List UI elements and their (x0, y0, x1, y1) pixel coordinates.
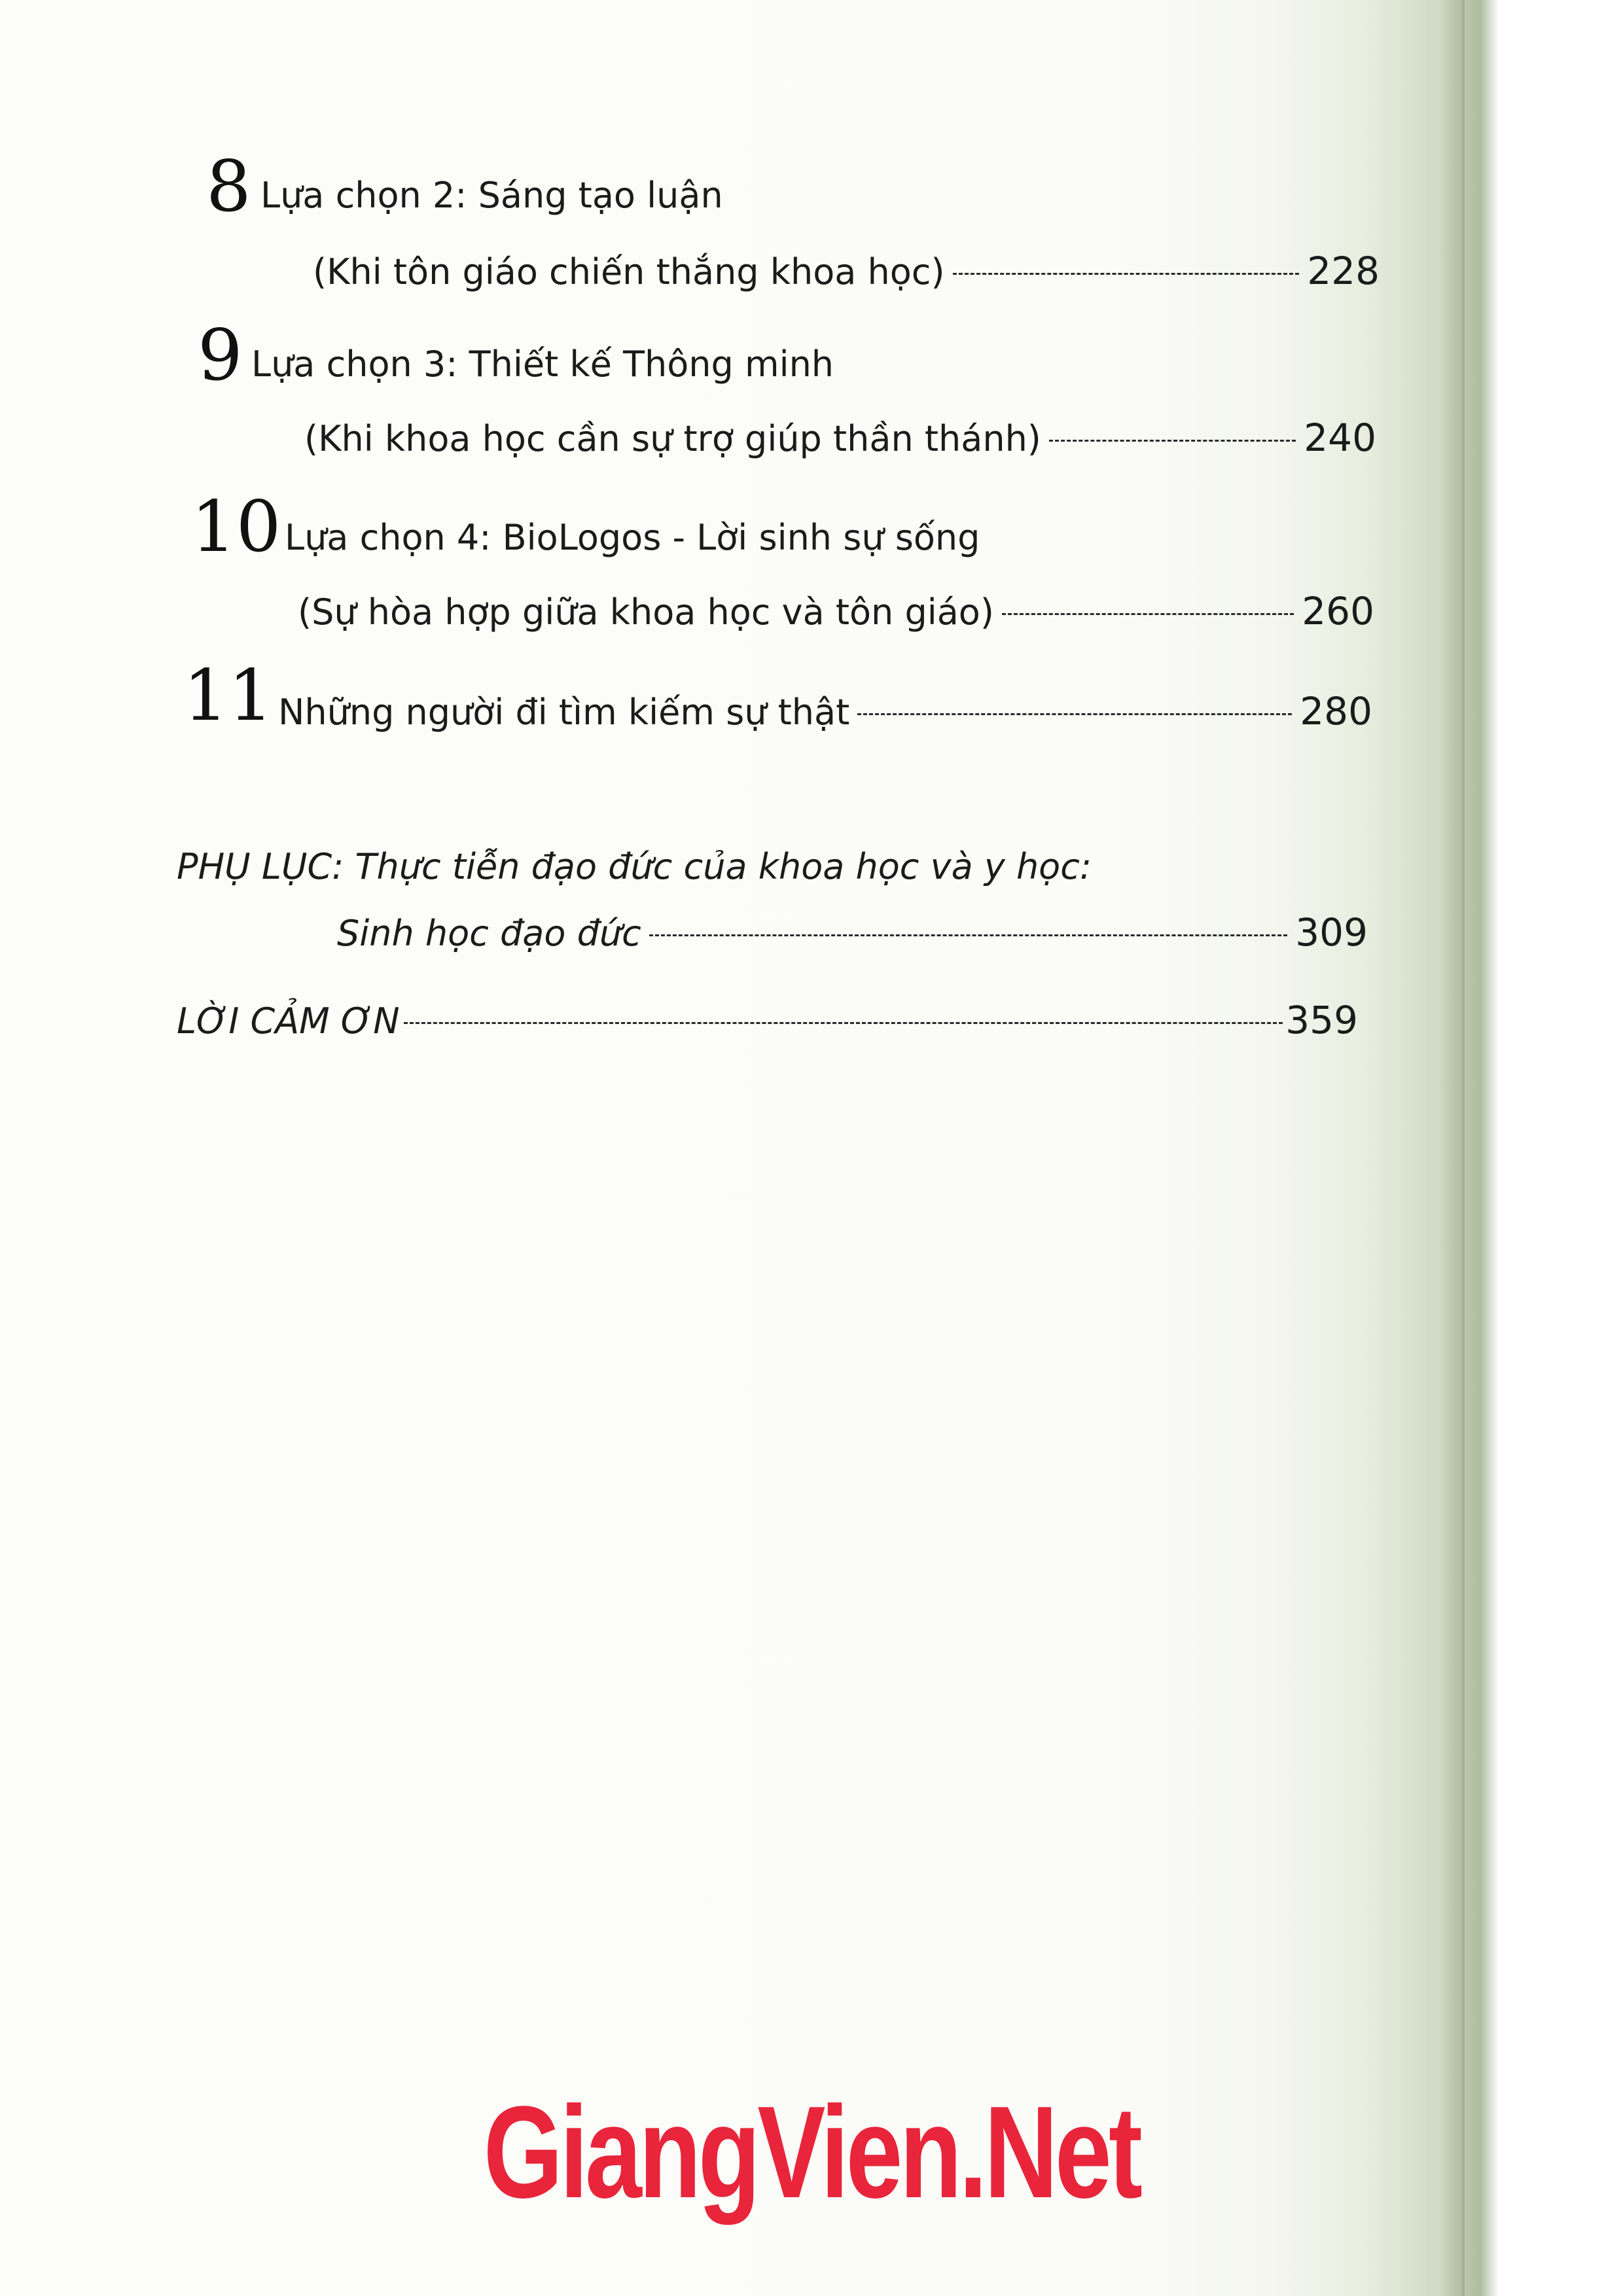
chapter-9-title: Lựa chọn 3: Thiết kế Thông minh (251, 344, 834, 385)
chapter-8-title: Lựa chọn 2: Sáng tạo luận (260, 175, 723, 216)
chapter-10-subtitle: (Sự hòa hợp giữa khoa học và tôn giáo) (298, 592, 994, 633)
chapter-10-page: 260 (1302, 589, 1374, 633)
chapter-8-page: 228 (1307, 249, 1380, 293)
chapter-8-number: 8 (206, 146, 251, 228)
chapter-10-number: 10 (191, 486, 281, 568)
chapter-11-entry[interactable] (278, 689, 1372, 733)
chapter-10-title: Lựa chọn 4: BioLogos - Lời sinh sự sống (285, 517, 980, 558)
dotted-leader (857, 713, 1292, 715)
chapter-9-entry[interactable] (304, 415, 1376, 460)
dotted-leader (953, 273, 1300, 275)
dotted-leader (404, 1022, 1283, 1024)
chapter-11-number: 11 (183, 655, 274, 737)
watermark-logo: GiangVien.Net (483, 2079, 1140, 2225)
acknowledgements-page: 359 (1285, 998, 1358, 1042)
chapter-11-title: Những người đi tìm kiếm sự thật (278, 692, 850, 733)
chapter-9-subtitle: (Khi khoa học cần sự trợ giúp thần thánh) (304, 418, 1041, 459)
chapter-8-entry[interactable] (313, 249, 1380, 293)
dotted-leader (649, 934, 1288, 936)
acknowledgements-entry[interactable] (177, 998, 1358, 1042)
dotted-leader (1049, 440, 1296, 442)
chapter-9-number: 9 (198, 315, 243, 397)
appendix-page: 309 (1295, 910, 1368, 955)
appendix-entry[interactable] (337, 910, 1368, 955)
appendix-subtitle: Sinh học đạo đức (337, 913, 641, 954)
appendix-title: PHỤ LỤC: Thực tiễn đạo đức của khoa học và y học: (177, 846, 1092, 887)
chapter-8-subtitle: (Khi tôn giáo chiến thắng khoa học) (313, 251, 945, 292)
chapter-9-page: 240 (1304, 415, 1376, 460)
chapter-11-page: 280 (1300, 689, 1372, 733)
chapter-10-entry[interactable] (298, 589, 1374, 633)
dotted-leader (1002, 613, 1294, 615)
acknowledgements-title: LỜI CẢM ƠN (177, 1000, 400, 1042)
